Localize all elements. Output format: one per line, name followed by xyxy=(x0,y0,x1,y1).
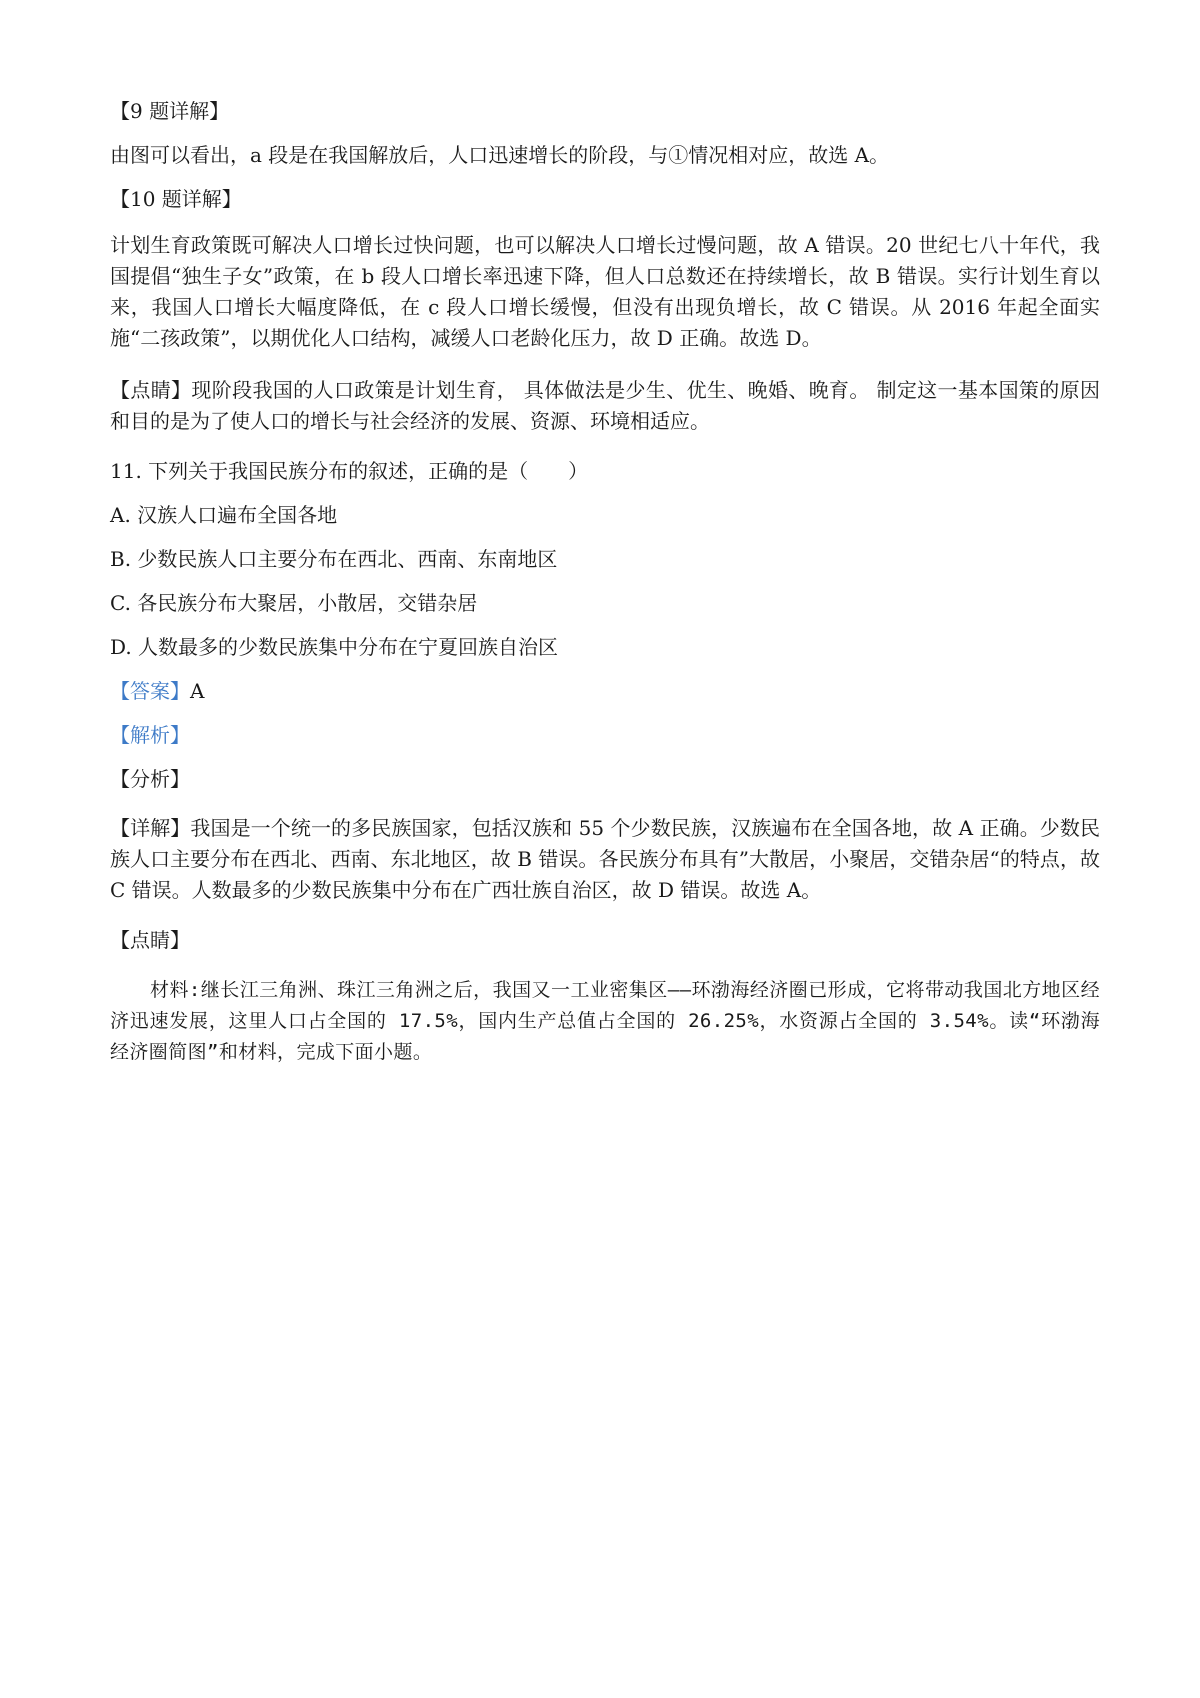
q11-option-b: B. 少数民族人口主要分布在西北、西南、东南地区 xyxy=(110,547,558,571)
fenxi-label: 【分析】 xyxy=(110,767,190,791)
q11-option-a: A. 汉族人口遍布全国各地 xyxy=(110,503,338,527)
material-passage: 材料:继长江三角洲、珠江三角洲之后，我国又一工业密集区——环渤海经济圈已形成，它将带动我国北方地区经济迅速发展，这里人口占全国的 17.5%，国内生产总值占全国的 26.25%，水资源占全国的 3.54%。读“环渤海经济圈简图”和材料，完成下面小题。 xyxy=(110,979,1100,1063)
q11-option-c: C. 各民族分布大聚居，小散居，交错杂居 xyxy=(110,591,478,615)
q9-explanation: 由图可以看出，a 段是在我国解放后，人口迅速增长的阶段，与①情况相对应，故选 A。 xyxy=(110,143,890,167)
q10-explanation: 计划生育政策既可解决人口增长过快问题，也可以解决人口增长过慢问题，故 A 错误。20 世纪七八十年代，我国提倡“独生子女”政策，在 b 段人口增长率迅速下降，但人口总数还在持续增长，故 B 错误。实行计划生育以来，我国人口增长大幅度降低，在 c 段人口增长缓慢，但没有出现负增长，故 C 错误。从 2016 年起全面实施“二孩政策”，以期优化人口结构，减缓人口老龄化压力，故 D 正确。故选 D。 xyxy=(110,233,1100,350)
analysis-label: 【解析】 xyxy=(110,723,190,747)
q10-tip: 【点睛】现阶段我国的人口政策是计划生育， 具体做法是少生、优生、晚婚、晚育。 制定这一基本国策的原因和目的是为了使人口的增长与社会经济的发展、资源、环境相适应。 xyxy=(110,378,1100,433)
document-page xyxy=(110,98,1100,1087)
q10-heading: 【10 题详解】 xyxy=(110,187,242,211)
answer-value: A xyxy=(190,679,205,703)
q9-heading: 【9 题详解】 xyxy=(110,99,230,123)
q11-question: 11. 下列关于我国民族分布的叙述，正确的是（ ） xyxy=(110,459,589,483)
q11-answer xyxy=(110,678,1100,704)
q11-tip-label: 【点睛】 xyxy=(110,928,190,952)
q11-detail: 【详解】我国是一个统一的多民族国家，包括汉族和 55 个少数民族，汉族遍布在全国各地，故 A 正确。少数民族人口主要分布在西北、西南、东北地区，故 B 错误。各民族分布具有”大散居，小聚居，交错杂居“的特点，故 C 错误。人数最多的少数民族集中分布在广西壮族自治区，故 D 错误。故选 A。 xyxy=(110,816,1100,902)
answer-label: 【答案】 xyxy=(110,679,190,703)
q11-option-d: D. 人数最多的少数民族集中分布在宁夏回族自治区 xyxy=(110,635,559,659)
